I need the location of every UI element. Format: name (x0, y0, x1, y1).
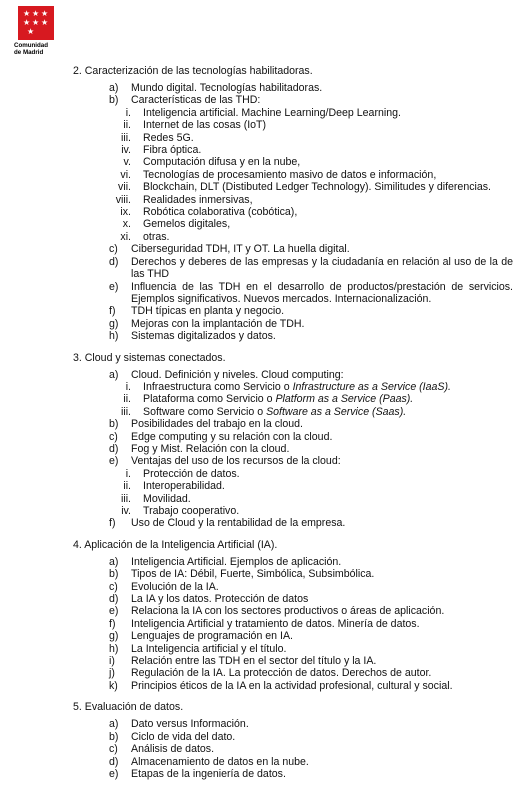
list-item-label: d) (109, 442, 119, 455)
sub-list-item (73, 493, 513, 505)
list-item-label: j) (109, 667, 115, 680)
list-item-text: Regulación de la IA. La protección de datos. Derechos de autor. (131, 667, 432, 680)
sub-list-item-text: Blockchain, DLT (Distibuted Ledger Technology). Similitudes y diferencias. (143, 181, 491, 194)
list-item-text: Mundo digital. Tecnologías habilitadoras. (131, 82, 323, 94)
list-item (73, 517, 513, 529)
list-item-text: Ciberseguridad TDH, IT y OT. La huella digital. (131, 243, 350, 256)
sub-list-item-text: Robótica colaborativa (cobótica), (143, 206, 298, 219)
sub-list-item-label: vi. (120, 168, 131, 181)
list-item-text: Posibilidades del trabajo en la cloud. (131, 418, 303, 431)
sub-list-item-content (143, 144, 513, 156)
sub-list-item (73, 132, 513, 144)
sub-list-item-content (143, 406, 513, 418)
list-item (73, 593, 513, 605)
list-item (73, 243, 513, 255)
list-item-label: b) (109, 568, 119, 581)
list-item-label: g) (109, 317, 119, 330)
list-item-text: Evolución de la IA. (131, 580, 219, 593)
list-item (73, 443, 513, 455)
sub-list-item-content (143, 393, 513, 405)
list-item (73, 455, 513, 467)
section-5 (73, 701, 513, 780)
list-item-text: Ciclo de vida del dato. (131, 730, 236, 743)
list-item (73, 618, 513, 630)
list-item (73, 630, 513, 642)
list-item (73, 680, 513, 692)
sub-list-item-content (143, 381, 513, 393)
logo-text (14, 43, 60, 57)
sub-list-item-content (143, 493, 513, 505)
sub-list-item-text: Infraestructura como Servicio o (143, 380, 293, 393)
list-item-label: e) (109, 455, 119, 468)
sub-list-item-text: Software como Servicio o (143, 405, 267, 418)
section-4 (73, 539, 513, 692)
sub-list-item (73, 480, 513, 492)
list-item (73, 82, 513, 94)
list-item-text: La Inteligencia artificial y el título. (131, 642, 287, 655)
list-item-text: Fog y Mist. Relación con la cloud. (131, 442, 290, 455)
sub-list-item-content (143, 231, 513, 243)
list-item (73, 568, 513, 580)
sub-list-item-content (143, 206, 513, 218)
section-2 (73, 65, 513, 343)
list-item-text: Uso de Cloud y la rentabilidad de la empresa. (131, 517, 346, 530)
list-item-label: f) (109, 305, 116, 318)
sub-list-item-text: Gemelos digitales, (143, 218, 231, 231)
sub-list-item-label: viii. (115, 193, 131, 206)
sub-list-item-content (143, 107, 513, 119)
list-item-text: Lenguajes de programación en IA. (131, 630, 293, 643)
list-item-label: f) (109, 517, 116, 530)
list-item-text: TDH típicas en planta y negocio. (131, 305, 285, 318)
list-item-label: d) (109, 593, 119, 606)
sub-list-item-label: ii. (123, 393, 131, 406)
list-item-label: h) (109, 330, 119, 343)
list-item (73, 605, 513, 617)
section-title: 5. Evaluación de datos. (73, 701, 184, 714)
list-item-label: e) (109, 767, 119, 780)
list-item (73, 318, 513, 330)
list-item-label: e) (109, 280, 119, 293)
list-item (73, 731, 513, 743)
sub-list-item-content (143, 468, 513, 480)
list-item-text: Dato versus Información. (131, 718, 249, 731)
section-title: 2. Caracterización de las tecnologías habilitadoras. (73, 65, 313, 77)
document-body (73, 65, 513, 789)
list-item-label: g) (109, 630, 119, 643)
list-item-text: Sistemas digitalizados y datos. (131, 330, 276, 343)
sub-list-item-text: Redes 5G. (143, 131, 194, 144)
sub-list-item-text: Protección de datos. (143, 467, 240, 480)
list-item-label: c) (109, 580, 118, 593)
sub-list-item-content (143, 218, 513, 230)
list-item-label: c) (109, 243, 118, 256)
sub-list-item-text: Tecnologías de procesamiento masivo de datos e información, (143, 168, 437, 181)
list-item-label: b) (109, 94, 119, 107)
list-item (73, 667, 513, 679)
sub-list-item-text: Internet de las cosas (IoT) (143, 119, 267, 132)
list-item-text: Análisis de datos. (131, 743, 215, 756)
sub-list-item-text: Inteligencia artificial. Machine Learning/Deep Learning. (143, 106, 401, 119)
list-item-text: Influencia de las TDH en el desarrollo de productos/prestación de servicios. Ejemplos significativos. Nuevos mercados. Internacionalización. (131, 280, 513, 305)
list-item-label: a) (109, 555, 119, 568)
logo-line-1: Comunidad (14, 42, 49, 49)
list-item (73, 743, 513, 755)
sub-list-item-content (143, 480, 513, 492)
list-item-text: Relación entre las TDH en el sector del título y la IA. (131, 655, 377, 668)
sub-list-item-label: iii. (120, 131, 131, 144)
list-item (73, 281, 513, 306)
sub-list-item-english-term: Software as a Service (Saas). (266, 405, 407, 418)
list-item-text: Almacenamiento de datos en la nube. (131, 755, 309, 768)
sub-list-item-text: Interoperabilidad. (143, 480, 225, 493)
section-title: 3. Cloud y sistemas conectados. (73, 351, 226, 364)
sub-list-item-text: Realidades inmersivas, (143, 193, 253, 206)
sub-list-item-label: i. (125, 467, 131, 480)
list-item-text: Tipos de IA: Débil, Fuerte, Simbólica, Subsimbólica. (131, 568, 375, 581)
list-item-label: f) (109, 617, 116, 630)
list-item-text: Relaciona la IA con los sectores productivos o áreas de aplicación. (131, 605, 445, 618)
sub-list-item-content (143, 169, 513, 181)
list-item (73, 655, 513, 667)
list-item-label: k) (109, 679, 118, 692)
sub-list-item-english-term: Infrastructure as a Service (IaaS). (292, 380, 451, 393)
sub-list-item-label: ii. (123, 480, 131, 493)
sub-list-item (73, 107, 513, 119)
section-title: 4. Aplicación de la Inteligencia Artificial (IA). (73, 538, 278, 551)
sub-list-item-content (143, 505, 513, 517)
list-item-text: Mejoras con la implantación de TDH. (131, 317, 305, 330)
list-item-label: d) (109, 255, 119, 268)
sub-list-item-label: iii. (120, 405, 131, 418)
list-item-text: Inteligencia Artificial y tratamiento de datos. Minería de datos. (131, 617, 420, 630)
sub-list-item (73, 505, 513, 517)
list-item (73, 369, 513, 381)
list-item-label: e) (109, 605, 119, 618)
list-item-text: La IA y los datos. Protección de datos (131, 593, 309, 606)
section-3 (73, 352, 513, 530)
sub-list-item-text: Movilidad. (143, 492, 191, 505)
list-item-label: a) (109, 718, 119, 731)
list-item (73, 256, 513, 281)
list-item-text: Etapas de la ingeniería de datos. (131, 767, 286, 780)
list-item (73, 305, 513, 317)
list-item (73, 431, 513, 443)
sub-list-item-label: x. (122, 218, 131, 231)
sub-list-item (73, 194, 513, 206)
sub-list-item (73, 206, 513, 218)
sub-list-item-label: iv. (121, 505, 131, 517)
sub-list-item-content (143, 119, 513, 131)
sub-list-item-label: v. (123, 156, 131, 169)
list-item-text: Edge computing y su relación con la cloud. (131, 430, 333, 443)
sub-list-item-english-term: Platform as a Service (Paas). (275, 393, 414, 406)
list-item-label: d) (109, 755, 119, 768)
sub-list-item-label: xi. (120, 230, 131, 243)
list-item (73, 330, 513, 342)
list-item (73, 643, 513, 655)
list-item-text: Principios éticos de la IA en la actividad profesional, cultural y social. (131, 679, 453, 692)
list-item (73, 418, 513, 430)
list-item-label: b) (109, 418, 119, 431)
sub-list-item-content (143, 132, 513, 144)
list-item (73, 581, 513, 593)
sub-list-item (73, 393, 513, 405)
sub-list-item (73, 231, 513, 243)
list-item (73, 556, 513, 568)
sub-list-item (73, 156, 513, 168)
list-item-text: Ventajas del uso de los recursos de la cloud: (131, 455, 341, 468)
list-item-label: h) (109, 642, 119, 655)
sub-list-item (73, 144, 513, 156)
list-item (73, 94, 513, 106)
list-item-label: c) (109, 430, 118, 443)
sub-list-item-label: iii. (120, 492, 131, 505)
list-item-text: Derechos y deberes de las empresas y la ciudadanía en relación al uso de la de las THD (131, 255, 513, 281)
sub-list-item-label: ix. (120, 206, 131, 219)
list-item-label: c) (109, 743, 118, 756)
sub-list-item-text: Computación difusa y en la nube, (143, 156, 301, 169)
sub-list-item-content (143, 156, 513, 168)
sub-list-item (73, 218, 513, 230)
list-item-label: a) (109, 368, 119, 381)
list-item-label: a) (109, 82, 119, 94)
sub-list-item-content (143, 194, 513, 206)
list-item-label: b) (109, 730, 119, 743)
sub-list-item (73, 119, 513, 131)
sub-list-item-text: Fibra óptica. (143, 144, 202, 157)
sub-list-item-label: vii. (118, 181, 131, 194)
list-item-text: Características de las THD: (131, 94, 261, 107)
list-item-text: Cloud. Definición y niveles. Cloud computing: (131, 368, 344, 381)
list-item (73, 768, 513, 780)
sub-list-item-label: iv. (121, 144, 131, 157)
sub-list-item (73, 169, 513, 181)
sub-list-item-label: i. (125, 380, 131, 393)
list-item (73, 756, 513, 768)
comunidad-de-madrid-logo (14, 6, 60, 57)
sub-list-item-label: i. (125, 106, 131, 119)
logo-line-2: de Madrid (14, 48, 44, 56)
list-item-label: i) (109, 655, 115, 668)
sub-list-item-content (143, 181, 513, 193)
madrid-flag-icon: ★ ★ ★ ★ ★ ★ ★ (18, 6, 54, 40)
sub-list-item (73, 468, 513, 480)
sub-list-item (73, 181, 513, 193)
list-item-text: Inteligencia Artificial. Ejemplos de aplicación. (131, 555, 342, 568)
list-item (73, 718, 513, 730)
sub-list-item-text: otras. (143, 230, 170, 243)
sub-list-item (73, 406, 513, 418)
sub-list-item-label: ii. (123, 119, 131, 132)
sub-list-item-text: Trabajo cooperativo. (143, 505, 240, 517)
sub-list-item-text: Plataforma como Servicio o (143, 393, 276, 406)
sub-list-item (73, 381, 513, 393)
